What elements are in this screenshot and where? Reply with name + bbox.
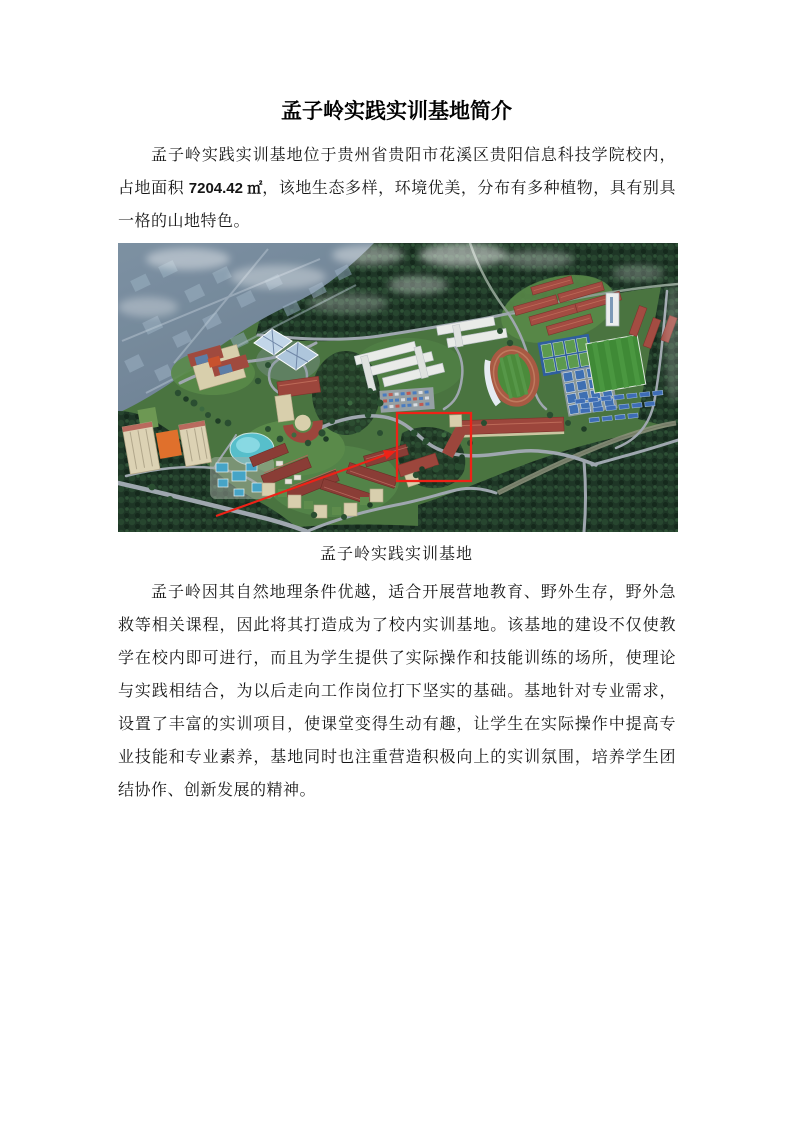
soccer-field bbox=[586, 335, 646, 393]
intro-paragraph bbox=[118, 139, 676, 238]
highrise-glass-stripe bbox=[610, 297, 613, 323]
detail-paragraph: 孟子岭因其自然地理条件优越，适合开展营地教育、野外生存，野外急救等相关课程，因此将其打造成为了校内实训基地。该基地的建设不仅使教学在校内即可进行，而且为学生提供了实际操作和技能训练的场所，使理论与实践相结合，为以后走向工作岗位打下坚实的基础。基地针对专业需求，设置了丰富的实训项目，使课堂变得生动有趣，让学生在实际操作中提高专业技能和专业素养，基地同时也注重营造积极向上的实训氛围，培养学生团结协作、创新发展的精神。 bbox=[118, 584, 676, 799]
intro-text-after: ，该地生态多样，环境优美，分布有多种植物，具有别具一格的山地特色。 bbox=[118, 180, 676, 230]
intro-text-before: 孟子岭实践实训基地位于贵州省贵阳市花溪区贵阳信息科技学院校内，占地面积 bbox=[118, 147, 676, 197]
orange-courtyard bbox=[156, 429, 182, 458]
area-value: 7204.42 ㎡ bbox=[188, 180, 263, 197]
campus-aerial-figure bbox=[118, 243, 678, 532]
figure-caption: 孟子岭实践实训基地 bbox=[319, 546, 473, 563]
page-title: 孟子岭实践实训基地简介 bbox=[281, 100, 512, 123]
campus-aerial-image bbox=[118, 243, 678, 532]
parking-lot bbox=[379, 387, 434, 413]
